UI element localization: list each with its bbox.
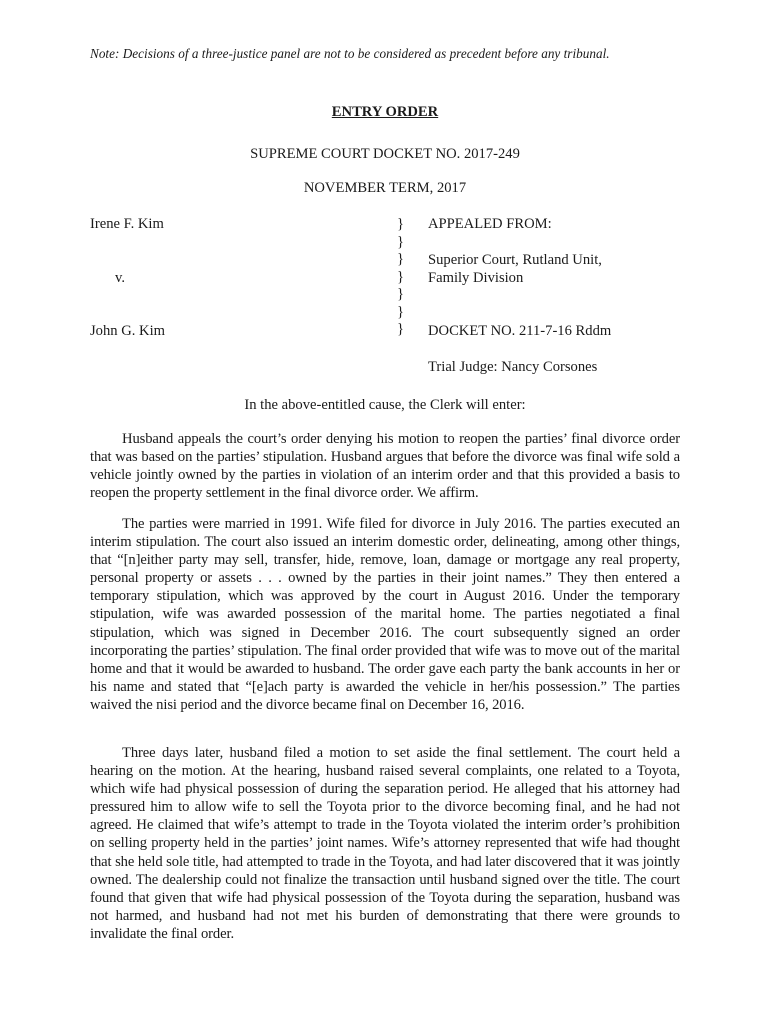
defendant-name: John G. Kim — [90, 323, 165, 339]
clerk-line: In the above-entitled cause, the Clerk will enter: — [244, 397, 526, 413]
lower-docket-number: DOCKET NO. 211-7-16 Rddm — [428, 323, 612, 339]
brace-mark: } — [397, 233, 405, 250]
brace-mark: } — [397, 268, 405, 285]
brace-mark: } — [397, 286, 405, 302]
brace-mark: } — [397, 216, 405, 232]
brace-mark: } — [397, 303, 405, 320]
body-paragraph: Husband appeals the court’s order denying his motion to reopen the parties’ final divorce order that was based on the parties’ stipulation. Husband argues that before the divorce was final wife sold a vehicle jointly owned by the parties in violation of an interim order and that this provided a basis to reopen the property settlement in the final divorce order. We affirm. — [90, 431, 680, 502]
body-paragraph: The parties were married in 1991. Wife filed for divorce in July 2016. The parties executed an interim stipulation. The court also issued an interim domestic order, delineating, among other things, that “[n]either party may sell, transfer, hide, remove, loan, damage or mortgage any real property, personal property or assets . . . owned by the parties in their joint names.” They then entered a temporary stipulation, which was approved by the court in August 2016. Under the temporary stipulation, wife was awarded possession of the marital home. The parties negotiated a final stipulation, which was signed in December 2016. The court subsequently signed an order incorporating the parties’ stipulation. The final order provided that wife was to move out of the marital home and that it would be awarded to husband. The order gave each party the bank accounts in her or his name and stated that “[e]ach party is awarded the vehicle in her/his possession.” The parties waived the nisi period and the divorce became final on December 16, 2016. — [90, 516, 680, 713]
court-name-line2: Family Division — [428, 270, 524, 286]
docket-heading: SUPREME COURT DOCKET NO. 2017-249 — [250, 146, 520, 162]
caption-brace — [397, 216, 404, 339]
page-title: ENTRY ORDER — [331, 104, 439, 120]
appealed-from-label: APPEALED FROM: — [428, 216, 552, 232]
trial-judge: Trial Judge: Nancy Corsones — [428, 359, 598, 375]
brace-mark: } — [397, 321, 405, 337]
precedent-note: Note: Decisions of a three-justice panel are not to be considered as precedent before any tribunal. — [90, 46, 610, 61]
body-paragraph: Three days later, husband filed a motion to set aside the final settlement. The court held a hearing on the motion. At the hearing, husband raised several complaints, one related to a Toyota, which wife had physical possession of during the separation period. He alleged that his attorney had pressured him to allow wife to sell the Toyota prior to the divorce becoming final, and he had not agreed. He claimed that wife’s attempt to trade in the Toyota violated the interim order’s prohibition on selling property held in the parties’ joint names. Wife’s attorney represented that wife had thought that she held sole title, had attempted to trade in the Toyota, and had later discovered that it was jointly owned. The dealership could not finalize the transaction until husband signed over the title. The court found that given that wife had physical possession of the Toyota during the separation, husband was not harmed, and husband had not met his burden of demonstrating that there were grounds to invalidate the final order. — [90, 745, 680, 942]
court-name-line1: Superior Court, Rutland Unit, — [428, 252, 602, 268]
plaintiff-name: Irene F. Kim — [90, 216, 164, 232]
brace-mark: } — [397, 251, 405, 267]
term-heading: NOVEMBER TERM, 2017 — [303, 180, 467, 196]
versus-label: v. — [115, 270, 125, 286]
